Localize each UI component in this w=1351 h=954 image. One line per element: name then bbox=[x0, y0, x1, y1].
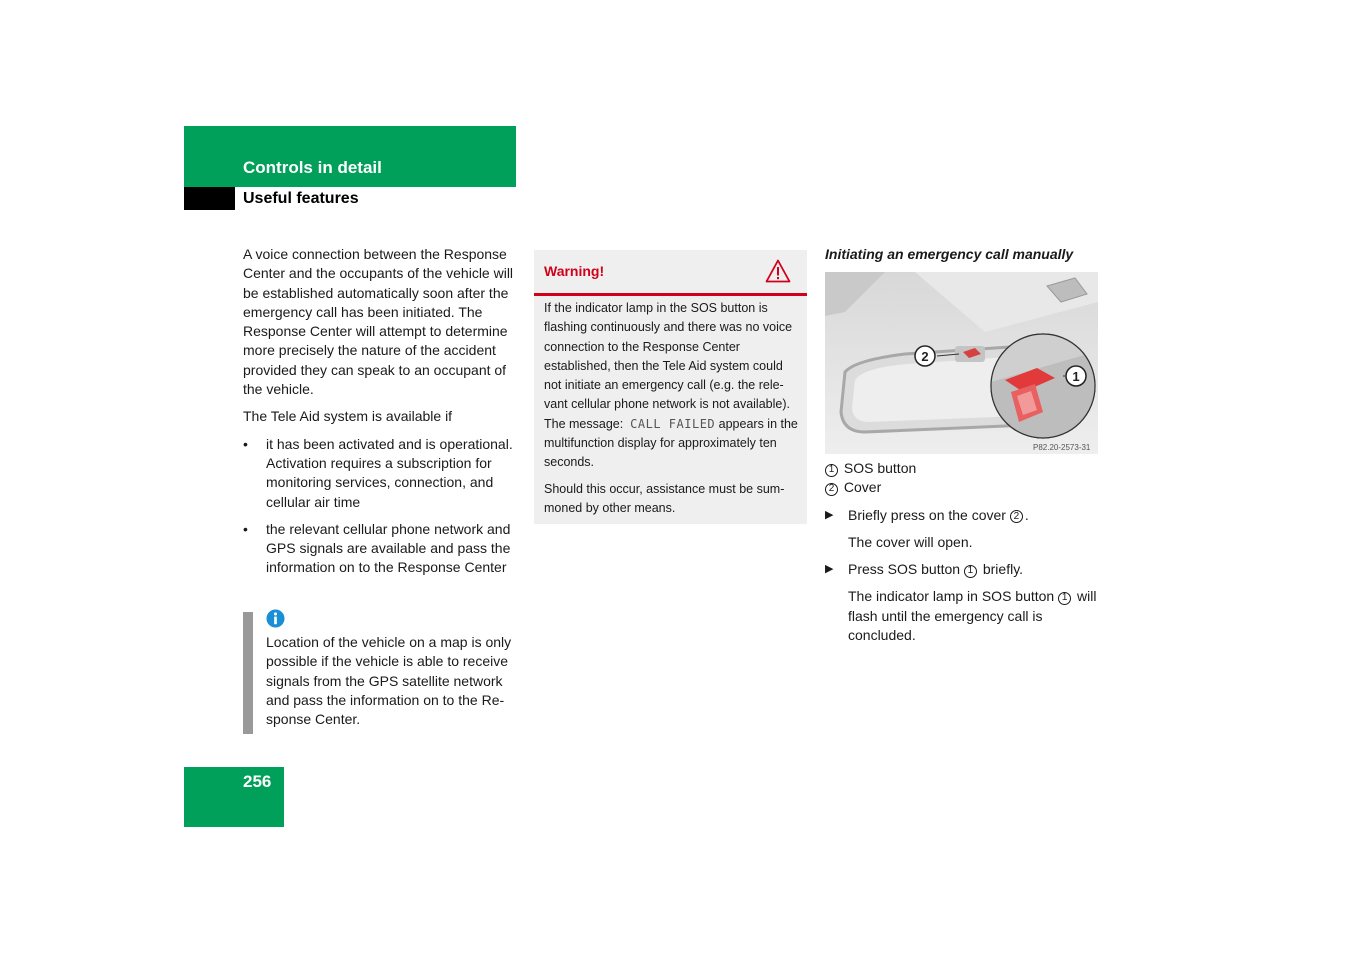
warning-divider bbox=[534, 293, 807, 296]
warning-paragraph-2: Should this occur, assistance must be summoned by other means. bbox=[544, 481, 785, 515]
number-badge: 2 bbox=[825, 483, 838, 496]
figure-code: P82.20-2573-31 bbox=[1033, 443, 1091, 452]
availability-paragraph: The Tele Aid system is available if bbox=[243, 408, 453, 425]
step-result-text: The indicator lamp in SOS button bbox=[848, 588, 1055, 605]
info-note-text: Location of the vehicle on a map is only possible if the vehicle is able to receive signals from the GPS satellite network and pass the information on to the Response Center. bbox=[266, 634, 512, 728]
warning-paragraph-start: If the indicator lamp in the SOS button is flashing continuously and there was no voice connection to the Response Center established, then the Tele Aid system could not initiate an emergency call (e.g. the relevant cellular phone network is not available). The message: bbox=[544, 301, 793, 431]
step-text-end: . bbox=[1024, 506, 1029, 523]
list-item bbox=[243, 520, 518, 578]
step-text: Briefly press on the cover bbox=[848, 506, 1006, 523]
list-item-text: the relevant cellular phone network and GPS signals are available and pass the information on to the Response Center bbox=[266, 520, 511, 576]
instruction-step bbox=[825, 560, 1100, 579]
bullet: • bbox=[243, 435, 248, 452]
warning-paragraph bbox=[544, 299, 802, 473]
figure-callout-2: 2 bbox=[921, 349, 929, 364]
section-title: Useful features bbox=[243, 190, 359, 207]
availability-list bbox=[243, 435, 518, 578]
chapter-title: Controls in detail bbox=[243, 158, 382, 177]
step-result: The cover will open. bbox=[848, 533, 973, 550]
info-icon bbox=[266, 609, 285, 628]
sos-button-figure bbox=[825, 272, 1098, 454]
number-badge: 2 bbox=[1010, 510, 1023, 523]
legend-label: SOS button bbox=[843, 460, 917, 476]
subsection-title: Initiating an emergency call manually bbox=[825, 246, 1074, 262]
page-number: 256 bbox=[243, 772, 272, 791]
step-text: Press SOS button bbox=[848, 561, 961, 578]
number-badge: 1 bbox=[825, 464, 838, 477]
display-message: CALL FAILED bbox=[630, 416, 716, 431]
legend-item bbox=[825, 459, 1100, 478]
step-text-end: briefly. bbox=[982, 561, 1024, 578]
step-result-text-end: will flash until the emergency call is concluded. bbox=[848, 588, 1097, 644]
section-marker bbox=[184, 187, 235, 210]
list-item-text: it has been activated and is operational. Activation requires a subscription for monitoring services, connection, and cellular air time bbox=[266, 435, 513, 510]
warning-text bbox=[544, 299, 802, 525]
number-badge: 1 bbox=[1058, 592, 1071, 605]
step-arrow-icon: ▶ bbox=[825, 508, 834, 521]
intro-paragraph: A voice connection between the Response Center and the occupants of the vehicle will be established automatically soon after the emergency call has been initiated. The Response Center will attempt to determine more precisely the nature of the accident provided they can speak to an occupant of the vehicle. bbox=[243, 246, 514, 398]
instruction-step bbox=[825, 506, 1100, 525]
info-side-bar bbox=[243, 612, 253, 734]
number-badge: 1 bbox=[964, 565, 977, 578]
step-arrow-icon: ▶ bbox=[825, 563, 834, 576]
step-result bbox=[825, 587, 1100, 645]
legend-label: Cover bbox=[843, 479, 882, 496]
list-item bbox=[243, 435, 518, 512]
warning-triangle-icon bbox=[765, 259, 791, 283]
bullet: • bbox=[243, 520, 248, 537]
figure-callout-1: 1 bbox=[1072, 369, 1080, 384]
column-3 bbox=[825, 459, 1100, 645]
column-1 bbox=[243, 245, 518, 586]
legend-item bbox=[825, 478, 1100, 497]
warning-title: Warning! bbox=[544, 263, 605, 279]
warning-paragraph-end: appears in the multifunction display for approximately ten seconds. bbox=[544, 416, 798, 470]
